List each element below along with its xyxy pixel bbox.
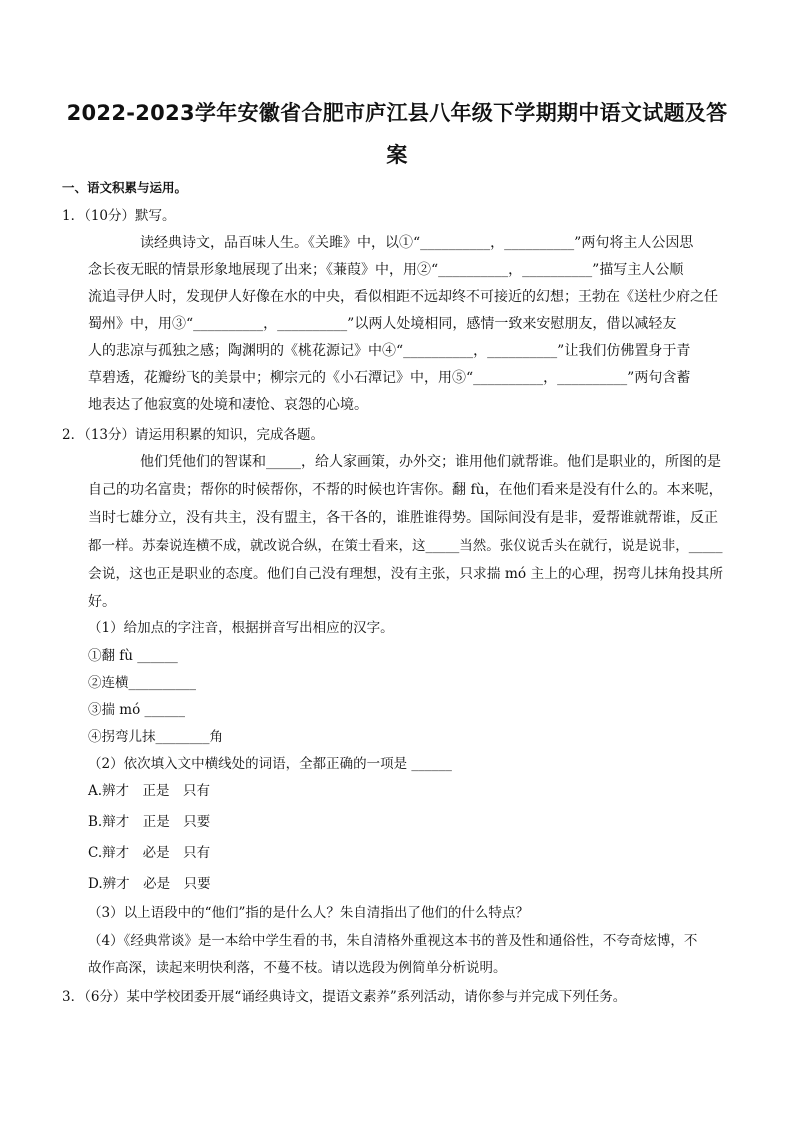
q2-option-b: B.辩才 正是 只要 (88, 814, 211, 830)
title-line-1: 2022-2023学年安徽省合肥市庐江县八年级下学期期中语文试题及答 (66, 101, 728, 125)
q2-passage-line: 好。 (88, 594, 116, 610)
q2-option-d: D.辨才 必是 只要 (88, 876, 211, 892)
q2-sub2: （2）依次填入文中横线处的词语，全都正确的一项是 ______ (88, 756, 452, 772)
q1-line: 草碧透，花瓣纷飞的美景中；柳宗元的《小石潭记》中，用⑤“__________，__________”两句含蓄 (88, 370, 691, 386)
q2-sub4-line: 故作高深，读起来明快利落，不蔓不枝。请以选段为例简单分析说明。 (88, 960, 507, 976)
q2-passage-line: 会说，这也正是职业的态度。他们自己没有理想，没有主张，只求揣 mó 主上的心理，拐弯儿抹角投其所 (88, 566, 724, 582)
q1-line: 读经典诗文，品百味人生。《关雎》中，以①“__________，__________”两句将主人公因思 (140, 235, 694, 251)
q1-stem: 1．（10分）默写。 (62, 208, 176, 224)
q1-line: 人的悲凉与孤独之感；陶渊明的《桃花源记》中④“__________，__________”让我们仿佛置身于青 (88, 343, 691, 359)
q2-sub4-line: （4）《经典常谈》是一本给中学生看的书，朱自清格外重视这本书的普及性和通俗性，不夸奇炫博，不 (88, 933, 698, 949)
q2-item: ①翻 fù ______ (88, 648, 178, 664)
q2-sub1: （1）给加点的字注音，根据拼音写出相应的汉字。 (88, 620, 394, 636)
q2-stem: 2．（13分）请运用积累的知识，完成各题。 (62, 427, 325, 443)
q2-option-c: C.辩才 必是 只有 (88, 845, 211, 861)
q2-passage-line: 当时七雄分立，没有共主，没有盟主，各干各的，谁胜谁得势。国际间没有是非，爱帮谁就帮谁，反正 (88, 510, 718, 526)
q2-item: ②连横__________ (88, 675, 196, 691)
q1-line: 地表达了他寂寞的处境和凄怆、哀怨的心境。 (88, 397, 368, 413)
document-title (60, 92, 734, 176)
q1-line: 念长夜无眠的情景形象地展现了出来；《蒹葭》中，用②“__________，__________”描写主人公顺 (88, 262, 684, 278)
q2-option-a: A.辨才 正是 只有 (88, 783, 211, 799)
q2-item: ③揣 mó ______ (88, 702, 186, 718)
title-line-2: 案 (386, 143, 408, 167)
q2-passage-line: 自己的功名富贵；帮你的时候帮你，不帮的时候也许害你。翻 fù，在他们看来是没有什么的。本来呢， (88, 482, 723, 498)
q1-line: 蜀州》中，用③“__________，__________”以两人处境相同，感情一致来安慰朋友，借以减轻友 (88, 316, 677, 332)
q2-sub3: （3）以上语段中的“他们”指的是什么人？朱自清指出了他们的什么特点？ (88, 905, 529, 921)
section-heading: 一、语文积累与运用。 (62, 180, 188, 195)
q2-passage-line: 都一样。苏秦说连横不成，就改说合纵，在策士看来，这_____当然。张仪说舌头在就行，说是说非，_____ (88, 538, 723, 554)
q2-item: ④拐弯儿抹________角 (88, 729, 223, 745)
q1-line: 流追寻伊人时，发现伊人好像在水的中央，看似相距不远却终不可接近的幻想；王勃在《送杜少府之任 (88, 289, 718, 305)
q2-passage-line: 他们凭他们的智谋和_____，给人家画策，办外交；谁用他们就帮谁。他们是职业的，所图的是 (140, 454, 721, 470)
q3-stem: 3．（6分）某中学校团委开展“诵经典诗文，提语文素养”系列活动，请你参与并完成下列任务。 (62, 989, 627, 1005)
